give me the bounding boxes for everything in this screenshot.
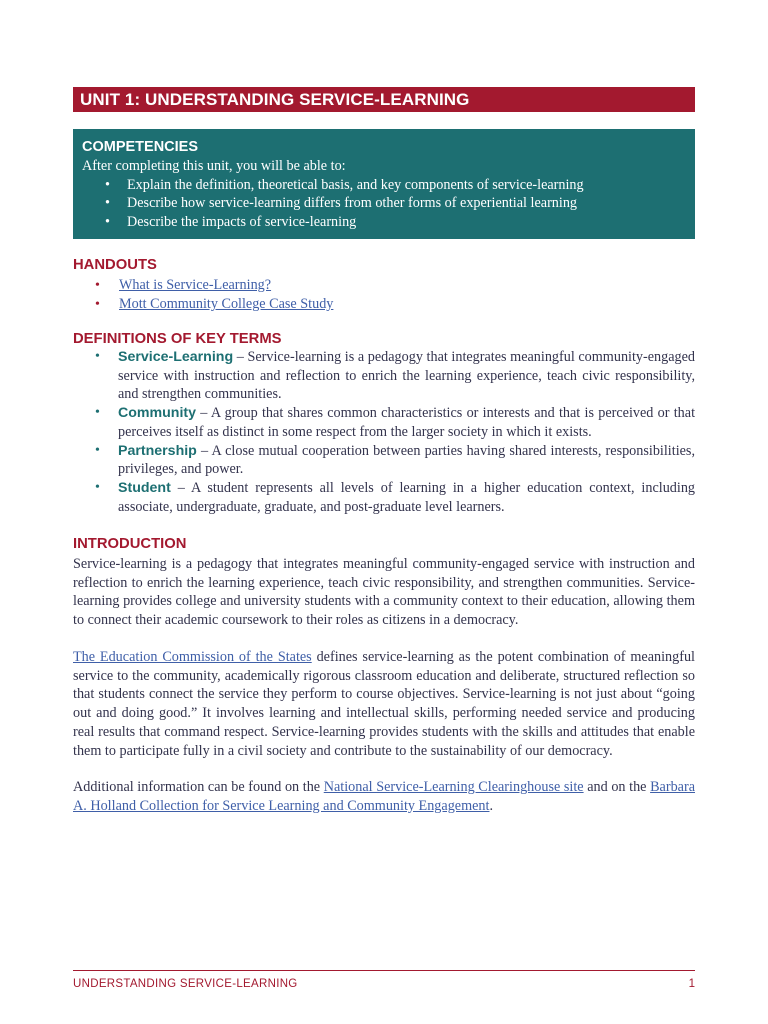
definition-item: • Student – A student represents all levels of learning in a higher education context, including associate, undergraduate, graduate, and post-graduate level learners. [95, 479, 696, 515]
competencies-intro: After completing this unit, you will be able to: [82, 158, 346, 174]
intro-paragraph-2: The Education Commission of the States defines service-learning as the potent combination of meaningful service to the community, academically rigorous classroom education and deliberate, structured reflection so that students connect the service they perform to course objectives. Service-learning is not just about “going out and doing good.” It involves learning and intellectual skills, performing needed service and producing real results that command respect. Service-learning provides students with the skills and attitudes that enable them to participate fully in a civil society and contribute to the sustainability of our democracy. [73, 649, 695, 759]
term-label: Service-Learning [118, 349, 234, 365]
competencies-list [82, 176, 686, 232]
unit-title-banner: UNIT 1: UNDERSTANDING SERVICE-LEARNING [73, 87, 695, 112]
bullet-icon: • [95, 278, 100, 293]
handouts-list [73, 276, 695, 314]
bullet-icon: • [105, 213, 110, 230]
page-number: 1 [688, 978, 695, 990]
bullet-icon: • [95, 405, 100, 421]
term-label: Partnership [118, 442, 197, 459]
competencies-title: COMPETENCIES [82, 139, 199, 155]
introduction-heading: INTRODUCTION [73, 536, 187, 552]
definition-item: • Service-Learning – Service-learning is a pedagogy that integrates meaningful community-engaged service with instruction and reflection to enrich the learning experience, teach civic responsibility, and strengthen communities. [95, 349, 695, 403]
bullet-icon: • [95, 479, 100, 495]
term-label: Student [118, 479, 171, 496]
list-item [73, 276, 695, 295]
handout-link-mott-case-study[interactable]: Mott Community College Case Study [119, 296, 334, 312]
term-definition: Service-learning is a pedagogy that integrates meaningful community-engaged service with instruction and reflection to enrich the learning experience, teach civic responsibility, and strengthen communities. [118, 349, 695, 403]
list-item: • Explain the definition, theoretical basis, and key components of service-learning [105, 176, 584, 193]
definitions-list [73, 348, 695, 516]
bullet-icon: • [95, 442, 100, 458]
term-definition: A group that shares common characteristics or interests and that is perceived or that perceives itself as distinct in some respect from the larger society in which it exists. [118, 405, 696, 440]
bullet-icon: • [95, 349, 100, 364]
term-definition: A close mutual cooperation between parties having shared interests, responsibilities, privileges, and power. [118, 442, 695, 478]
list-item: • Describe how service-learning differs from other forms of experiential learning [105, 195, 578, 212]
footer-title: UNDERSTANDING SERVICE-LEARNING [73, 978, 298, 990]
definition-item: • Community – A group that shares common characteristics or interests and that is perceived or that perceives itself as distinct in some respect from the larger society in which it exists. [95, 405, 696, 440]
definitions-heading: DEFINITIONS OF KEY TERMS [73, 331, 282, 347]
footer-divider [73, 970, 695, 971]
education-commission-link[interactable]: The Education Commission of the States [73, 649, 312, 665]
bullet-icon: • [105, 176, 110, 193]
bullet-icon: • [95, 297, 100, 312]
handout-link-what-is-service-learning[interactable]: What is Service-Learning? [119, 277, 272, 293]
intro-paragraph-3: Additional information can be found on the National Service-Learning Clearinghouse site and on the Barbara A. Holland Collection for Service Learning and Community Engagement. [73, 779, 695, 814]
list-item: • Describe the impacts of service-learning [105, 213, 357, 230]
definition-item: • Partnership – A close mutual cooperation between parties having shared interests, responsibilities, privileges, and power. [95, 442, 695, 478]
competencies-box [73, 129, 695, 239]
handouts-heading: HANDOUTS [73, 257, 157, 273]
holland-collection-link[interactable]: Barbara A. Holland Collection for Service Learning and Community Engagement [73, 779, 695, 814]
list-item [73, 295, 695, 314]
term-label: Community [118, 405, 197, 422]
term-definition: A student represents all levels of learning in a higher education context, including associate, undergraduate, graduate, and post-graduate level learners. [118, 479, 696, 515]
intro-paragraph-1: Service-learning is a pedagogy that integrates meaningful community-engaged service with instruction and reflection to enrich the learning experience, teach civic responsibility, and strengthen communities. Service-learning provides college and university students with a community context to their education, allowing them to connect their academic coursework to their roles as citizens in a democracy. [73, 556, 695, 629]
clearinghouse-link[interactable]: National Service-Learning Clearinghouse site [323, 779, 584, 795]
bullet-icon: • [105, 195, 110, 212]
